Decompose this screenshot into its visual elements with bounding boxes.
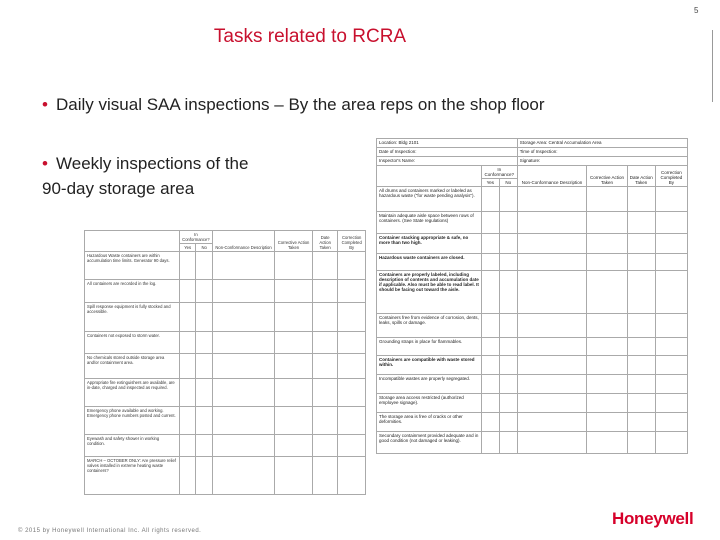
cell-date[interactable] <box>312 303 338 332</box>
cell-no[interactable] <box>499 271 517 314</box>
cell-action[interactable] <box>275 303 313 332</box>
row-item: Grounding straps in place for flammables. <box>377 338 482 356</box>
cell-completed[interactable] <box>655 356 687 375</box>
cell-date[interactable] <box>627 234 655 254</box>
copyright-footer: © 2015 by Honeywell International Inc. All rights reserved. <box>18 528 202 534</box>
cell-yes[interactable] <box>481 432 499 454</box>
cell-yes[interactable] <box>179 332 196 354</box>
cell-completed[interactable] <box>338 354 366 379</box>
cell-date[interactable] <box>627 271 655 314</box>
row-item: All drums and containers marked or labeled as hazardous waste ("for waste pending analysis"). <box>377 187 482 212</box>
cell-no[interactable] <box>499 338 517 356</box>
table-row <box>85 457 366 495</box>
storage-area-label: Storage Area: Central Accumulation Area <box>517 139 687 148</box>
row-item: Appropriate fire extinguishers are available, are in-date, charged and inspected as required. <box>85 379 180 407</box>
cell-no[interactable] <box>499 254 517 271</box>
cell-no[interactable] <box>196 379 213 407</box>
cell-action[interactable] <box>275 435 313 457</box>
cell-no[interactable] <box>499 234 517 254</box>
cell-yes[interactable] <box>481 254 499 271</box>
saa-inspection-form <box>84 230 366 495</box>
row-item: Hazardous Waste containers are within accumulation time limits. Generator 90 days. <box>85 252 180 280</box>
row-item: Containers are properly labeled, including description of contents and accumulation date if applicable. Also must be able to read label. It should be facing out toward the aisle. <box>377 271 482 314</box>
header-date-action: Date Action Taken <box>627 166 655 187</box>
cell-date[interactable] <box>627 432 655 454</box>
cell-date[interactable] <box>312 407 338 435</box>
cell-completed[interactable] <box>655 212 687 234</box>
table-row <box>377 394 688 413</box>
form-header-row <box>377 148 688 157</box>
cell-no[interactable] <box>499 394 517 413</box>
table-row <box>85 435 366 457</box>
cell-desc[interactable] <box>212 280 274 303</box>
cell-completed[interactable] <box>655 413 687 432</box>
cell-yes[interactable] <box>481 356 499 375</box>
row-item: Emergency phone available and working. Emergency phone numbers posted and current. <box>85 407 180 435</box>
cell-yes[interactable] <box>179 407 196 435</box>
row-item: Storage area access restricted (authorized employee signage). <box>377 394 482 413</box>
cell-yes[interactable] <box>481 212 499 234</box>
cell-date[interactable] <box>627 254 655 271</box>
cell-desc[interactable] <box>517 212 587 234</box>
header-no: No <box>499 179 517 187</box>
cell-completed[interactable] <box>655 254 687 271</box>
cell-no[interactable] <box>196 354 213 379</box>
cell-action[interactable] <box>587 394 627 413</box>
cell-action[interactable] <box>587 413 627 432</box>
cell-desc[interactable] <box>517 394 587 413</box>
header-item <box>377 166 482 187</box>
cell-action[interactable] <box>275 354 313 379</box>
cell-completed[interactable] <box>655 432 687 454</box>
header-no: No <box>196 244 213 252</box>
cell-yes[interactable] <box>179 457 196 495</box>
row-item: Containers free from evidence of corrosion, dents, leaks, spills or damage. <box>377 314 482 338</box>
time-label: Time of Inspection: <box>517 148 687 157</box>
cell-date[interactable] <box>312 252 338 280</box>
bullet-text: Daily visual SAA inspections – By the area reps on the shop floor <box>56 95 545 114</box>
row-item: No chemicals stored outside storage area and/or containment area. <box>85 354 180 379</box>
cell-date[interactable] <box>627 338 655 356</box>
table-row <box>377 234 688 254</box>
cell-yes[interactable] <box>179 379 196 407</box>
cell-action[interactable] <box>275 407 313 435</box>
cell-date[interactable] <box>627 356 655 375</box>
bullet-weekly-inspections <box>42 152 248 201</box>
cell-no[interactable] <box>499 356 517 375</box>
inspector-label: Inspector's Name: <box>377 157 518 166</box>
bullet-dot-icon: • <box>42 154 48 173</box>
row-item: Containers are compatible with waste stored within. <box>377 356 482 375</box>
cell-completed[interactable] <box>338 303 366 332</box>
header-item <box>85 231 180 252</box>
cell-date[interactable] <box>627 212 655 234</box>
cell-desc[interactable] <box>212 407 274 435</box>
table-row <box>377 432 688 454</box>
cell-desc[interactable] <box>212 332 274 354</box>
cell-completed[interactable] <box>655 234 687 254</box>
cell-date[interactable] <box>312 457 338 495</box>
cell-yes[interactable] <box>481 338 499 356</box>
cell-no[interactable] <box>499 432 517 454</box>
cell-action[interactable] <box>587 356 627 375</box>
cell-desc[interactable] <box>517 271 587 314</box>
cell-desc[interactable] <box>212 457 274 495</box>
cell-yes[interactable] <box>481 234 499 254</box>
cell-no[interactable] <box>499 187 517 212</box>
bullet-text-line2: 90-day storage area <box>42 178 195 198</box>
cell-action[interactable] <box>275 252 313 280</box>
cell-date[interactable] <box>627 375 655 394</box>
cell-no[interactable] <box>499 413 517 432</box>
cell-action[interactable] <box>587 375 627 394</box>
row-item: Secondary containment provided adequate and in good condition (not damaged or leaking). <box>377 432 482 454</box>
page-number: 5 <box>694 6 699 15</box>
cell-completed[interactable] <box>655 187 687 212</box>
table-row <box>85 379 366 407</box>
row-item: All containers are recorded in the log. <box>85 280 180 303</box>
header-date-action: Date Action Taken <box>312 231 338 252</box>
cell-yes[interactable] <box>481 413 499 432</box>
row-item: Incompatible wastes are properly segregated. <box>377 375 482 394</box>
header-in-conformance: In Conformance? <box>179 231 212 244</box>
cell-desc[interactable] <box>517 413 587 432</box>
cell-date[interactable] <box>627 394 655 413</box>
cell-desc[interactable] <box>517 338 587 356</box>
cell-yes[interactable] <box>481 271 499 314</box>
cell-no[interactable] <box>196 457 213 495</box>
table-row <box>85 303 366 332</box>
cell-date[interactable] <box>627 413 655 432</box>
signature-label: Signature: <box>517 157 687 166</box>
cell-date[interactable] <box>312 354 338 379</box>
cell-action[interactable] <box>275 332 313 354</box>
bullet-text-line1: Weekly inspections of the <box>56 154 249 173</box>
cell-yes[interactable] <box>179 354 196 379</box>
date-label: Date of Inspection: <box>377 148 518 157</box>
bullet-daily-inspections <box>42 95 545 115</box>
row-item: Hazardous waste containers are closed. <box>377 254 482 271</box>
cell-desc[interactable] <box>212 354 274 379</box>
cell-no[interactable] <box>196 407 213 435</box>
table-row <box>377 314 688 338</box>
row-item: The storage area is free of cracks or other deformities. <box>377 413 482 432</box>
table-row <box>377 212 688 234</box>
cell-yes[interactable] <box>179 435 196 457</box>
honeywell-logo: Honeywell <box>612 509 694 528</box>
cell-completed[interactable] <box>338 435 366 457</box>
cell-no[interactable] <box>196 435 213 457</box>
cell-action[interactable] <box>275 280 313 303</box>
cell-action[interactable] <box>587 314 627 338</box>
cell-action[interactable] <box>275 457 313 495</box>
cell-action[interactable] <box>587 271 627 314</box>
table-row <box>85 407 366 435</box>
cell-yes[interactable] <box>179 252 196 280</box>
cell-desc[interactable] <box>517 234 587 254</box>
cell-date[interactable] <box>312 435 338 457</box>
cell-action[interactable] <box>587 338 627 356</box>
table-row <box>85 354 366 379</box>
header-corrective-action: Corrective Action Taken <box>275 231 313 252</box>
cell-completed[interactable] <box>655 394 687 413</box>
cell-no[interactable] <box>196 280 213 303</box>
cell-completed[interactable] <box>338 252 366 280</box>
cell-date[interactable] <box>312 280 338 303</box>
cell-yes[interactable] <box>481 314 499 338</box>
table-row <box>377 338 688 356</box>
cell-completed[interactable] <box>655 375 687 394</box>
cell-completed[interactable] <box>655 271 687 314</box>
cell-completed[interactable] <box>338 332 366 354</box>
table-row <box>377 254 688 271</box>
cell-desc[interactable] <box>212 303 274 332</box>
cell-no[interactable] <box>196 332 213 354</box>
location-label: Location: Bldg 2101 <box>377 139 518 148</box>
cell-desc[interactable] <box>517 314 587 338</box>
table-row <box>85 252 366 280</box>
cell-desc[interactable] <box>517 356 587 375</box>
cell-action[interactable] <box>587 187 627 212</box>
header-yes: Yes <box>481 179 499 187</box>
storage-area-inspection-form <box>376 138 688 454</box>
form-header-row <box>377 157 688 166</box>
header-corrective-action: Corrective Action Taken <box>587 166 627 187</box>
cell-desc[interactable] <box>517 254 587 271</box>
divider-line <box>712 30 713 102</box>
row-item: Eyewash and safety shower in working condition. <box>85 435 180 457</box>
cell-desc[interactable] <box>517 187 587 212</box>
cell-desc[interactable] <box>212 435 274 457</box>
cell-yes[interactable] <box>179 303 196 332</box>
table-row <box>377 356 688 375</box>
cell-completed[interactable] <box>338 280 366 303</box>
slide-title: Tasks related to RCRA <box>213 26 407 47</box>
cell-yes[interactable] <box>179 280 196 303</box>
cell-action[interactable] <box>587 212 627 234</box>
cell-no[interactable] <box>499 375 517 394</box>
header-nonconformance: Non-Conformance Description <box>517 166 587 187</box>
cell-completed[interactable] <box>655 314 687 338</box>
table-row <box>85 332 366 354</box>
cell-date[interactable] <box>627 314 655 338</box>
table-row <box>377 413 688 432</box>
cell-yes[interactable] <box>481 394 499 413</box>
cell-no[interactable] <box>196 303 213 332</box>
header-completed-by: Correction Completed By <box>655 166 687 187</box>
cell-date[interactable] <box>312 332 338 354</box>
table-row <box>377 187 688 212</box>
cell-desc[interactable] <box>212 379 274 407</box>
cell-action[interactable] <box>587 234 627 254</box>
cell-desc[interactable] <box>517 432 587 454</box>
table-row <box>377 375 688 394</box>
cell-date[interactable] <box>627 187 655 212</box>
cell-action[interactable] <box>587 254 627 271</box>
cell-completed[interactable] <box>338 407 366 435</box>
cell-no[interactable] <box>499 314 517 338</box>
bullet-dot-icon: • <box>42 95 48 114</box>
table-row <box>85 280 366 303</box>
table-row <box>377 271 688 314</box>
row-item: Spill response equipment is fully stocked and accessible. <box>85 303 180 332</box>
cell-no[interactable] <box>499 212 517 234</box>
cell-completed[interactable] <box>655 338 687 356</box>
cell-completed[interactable] <box>338 457 366 495</box>
form-header-row <box>377 139 688 148</box>
header-nonconformance: Non-Conformance Description <box>212 231 274 252</box>
cell-yes[interactable] <box>481 187 499 212</box>
cell-yes[interactable] <box>481 375 499 394</box>
row-item: Maintain adequate aisle space between rows of containers. (See State regulations) <box>377 212 482 234</box>
cell-date[interactable] <box>312 379 338 407</box>
cell-completed[interactable] <box>338 379 366 407</box>
header-yes: Yes <box>179 244 196 252</box>
row-item: MARCH – OCTOBER ONLY: Are pressure relief valves installed in extreme heating waste containers? <box>85 457 180 495</box>
row-item: Containers not exposed to storm water. <box>85 332 180 354</box>
cell-action[interactable] <box>587 432 627 454</box>
header-in-conformance: In Conformance? <box>481 166 517 179</box>
cell-action[interactable] <box>275 379 313 407</box>
cell-no[interactable] <box>196 252 213 280</box>
header-completed-by: Correction Completed By <box>338 231 366 252</box>
row-item: Container stacking appropriate & safe, no more than two high. <box>377 234 482 254</box>
cell-desc[interactable] <box>212 252 274 280</box>
cell-desc[interactable] <box>517 375 587 394</box>
